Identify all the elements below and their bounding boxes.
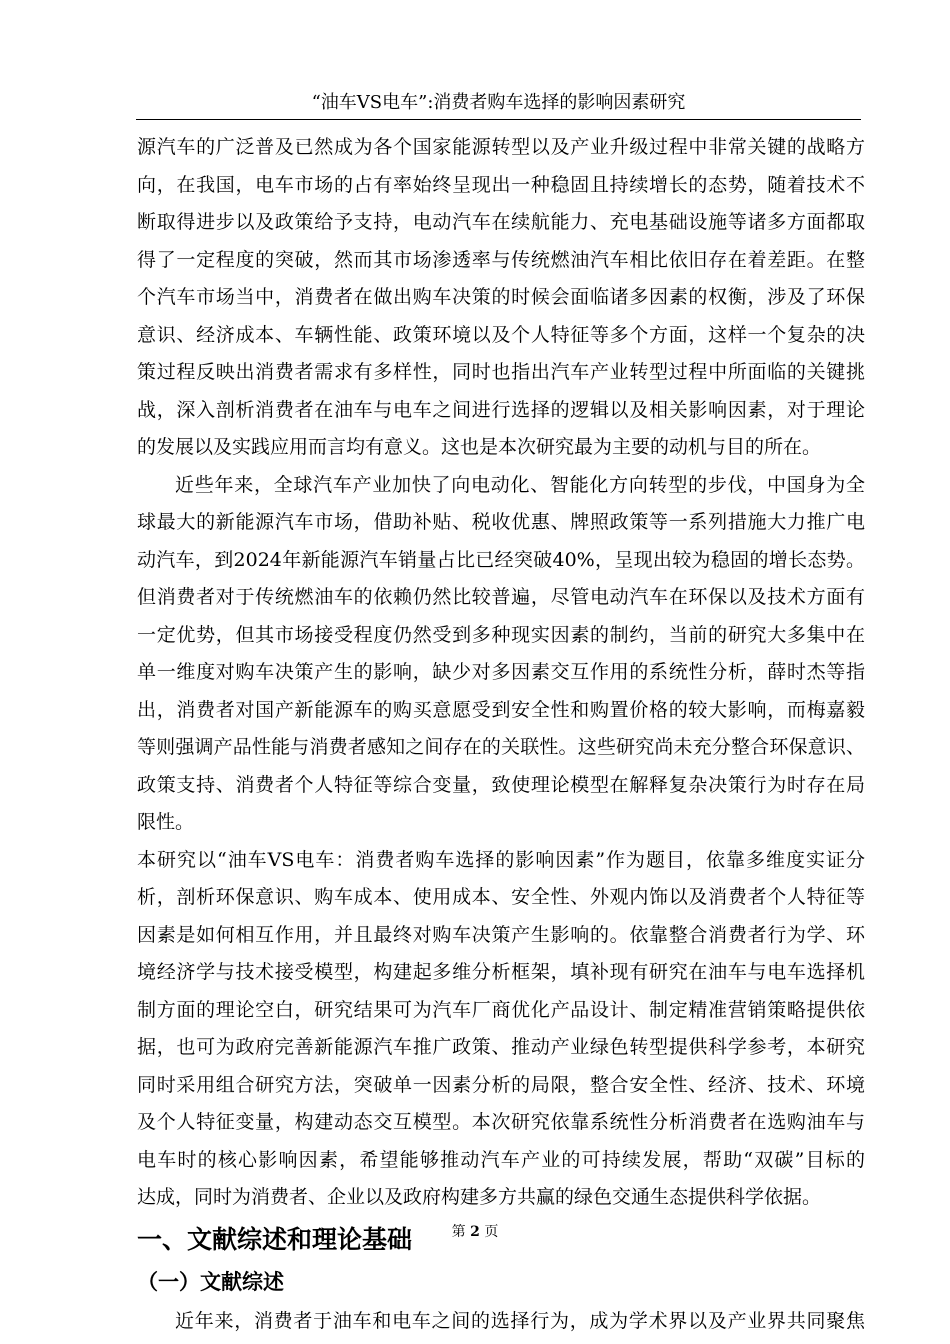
running-header: “油车VS电车”:消费者购车选择的影响因素研究: [311, 92, 686, 113]
paragraph-2: [137, 467, 865, 842]
text-line: 等则强调产品性能与消费者感知之间存在的关联性。这些研究尚未充分整合环保意识、: [137, 736, 865, 758]
footer-prefix: 第: [451, 1224, 466, 1240]
text-line: 策过程反映出消费者需求有多样性，同时也指出汽车产业转型过程中所面临的关键挑: [137, 361, 865, 383]
page-body: [137, 129, 865, 1340]
text-line: 的发展以及实践应用而言均有意义。这也是本次研究最为主要的动机与目的所在。: [137, 436, 822, 458]
text-line: 近些年来，全球汽车产业加快了向电动化、智能化方向转型的步伐，中国身为全: [175, 473, 865, 496]
text-line: 出，消费者对国产新能源车的购买意愿受到安全性和购置价格的较大影响，而梅嘉毅: [137, 698, 865, 721]
text-line: 单一维度对购车决策产生的影响，缺少对多因素交互作用的系统性分析，薛时杰等指: [137, 661, 865, 683]
text-line: 向，在我国，电车市场的占有率始终呈现出一种稳固且持续增长的态势，随着技术不: [137, 173, 865, 196]
text-line: 得了一定程度的突破，然而其市场渗透率与传统燃油汽车相比依旧存在着差距。在整: [137, 248, 865, 271]
text-line: 达成，同时为消费者、企业以及政府构建多方共赢的绿色交通生态提供科学依据。: [137, 1186, 822, 1208]
page-number: 2: [470, 1224, 480, 1240]
header-rule: [136, 119, 861, 120]
text-line: 意识、经济成本、车辆性能、政策环境以及个人特征等多个方面，这样一个复杂的决: [137, 323, 865, 346]
text-line: 一定优势，但其市场接受程度仍然受到多种现实因素的制约，当前的研究大多集中在: [137, 623, 865, 646]
page-footer: [0, 1222, 950, 1242]
text-line: 境经济学与技术接受模型，构建起多维分析框架，填补现有研究在油车与电车选择机: [137, 961, 865, 983]
subsection-heading: （一）文献综述: [137, 1269, 284, 1294]
text-line: 及个人特征变量，构建动态交互模型。本次研究依靠系统性分析消费者在选购油车与: [137, 1111, 865, 1133]
text-line: 政策支持、消费者个人特征等综合变量，致使理论模型在解释复杂决策行为时存在局: [137, 773, 865, 796]
text-line: 源汽车的广泛普及已然成为各个国家能源转型以及产业升级过程中非常关键的战略方: [137, 136, 865, 158]
footer-suffix: 页: [484, 1224, 499, 1240]
text-line: 战，深入剖析消费者在油车与电车之间进行选择的逻辑以及相关影响因素，对于理论: [137, 398, 865, 421]
text-line: 个汽车市场当中，消费者在做出购车决策的时候会面临诸多因素的权衡，涉及了环保: [137, 286, 865, 308]
text-line: 限性。: [137, 811, 195, 833]
text-line: 动汽车，到2024年新能源汽车销量占比已经突破40%，呈现出较为稳固的增长态势。: [137, 548, 865, 571]
text-line: 制方面的理论空白，研究结果可为汽车厂商优化产品设计、制定精准营销策略提供依: [137, 998, 865, 1021]
text-line: 断取得进步以及政策给予支持，电动汽车在续航能力、充电基础设施等诸多方面都取: [137, 211, 865, 233]
text-line: 但消费者对于传统燃油车的依赖仍然比较普遍，尽管电动汽车在环保以及技术方面有: [137, 586, 865, 608]
text-line: 近年来，消费者于油车和电车之间的选择行为，成为学术界以及产业界共同聚焦: [175, 1309, 865, 1332]
text-line: 析，剖析环保意识、购车成本、使用成本、安全性、外观内饰以及消费者个人特征等: [137, 886, 865, 908]
text-line: 据，也可为政府完善新能源汽车推广政策、推动产业绿色转型提供科学参考，本研究: [137, 1036, 865, 1058]
text-line: 球最大的新能源汽车市场，借助补贴、税收优惠、牌照政策等一系列措施大力推广电: [137, 511, 865, 533]
text-line: 本研究以“油车VS电车：消费者购车选择的影响因素”作为题目，依靠多维度实证分: [137, 848, 865, 871]
text-line: 电车时的核心影响因素，希望能够推动汽车产业的可持续发展，帮助“双碳”目标的: [137, 1148, 865, 1171]
text-line: 因素是如何相互作用，并且最终对购车决策产生影响的。依靠整合消费者行为学、环: [137, 923, 865, 946]
text-line: 同时采用组合研究方法，突破单一因素分析的局限，整合安全性、经济、技术、环境: [137, 1073, 865, 1096]
section-heading: 一、文献综述和理论基础: [137, 1224, 413, 1254]
paragraph-1: [137, 129, 865, 467]
paragraph-3: [137, 842, 865, 1217]
paragraph-4: [137, 1303, 865, 1341]
